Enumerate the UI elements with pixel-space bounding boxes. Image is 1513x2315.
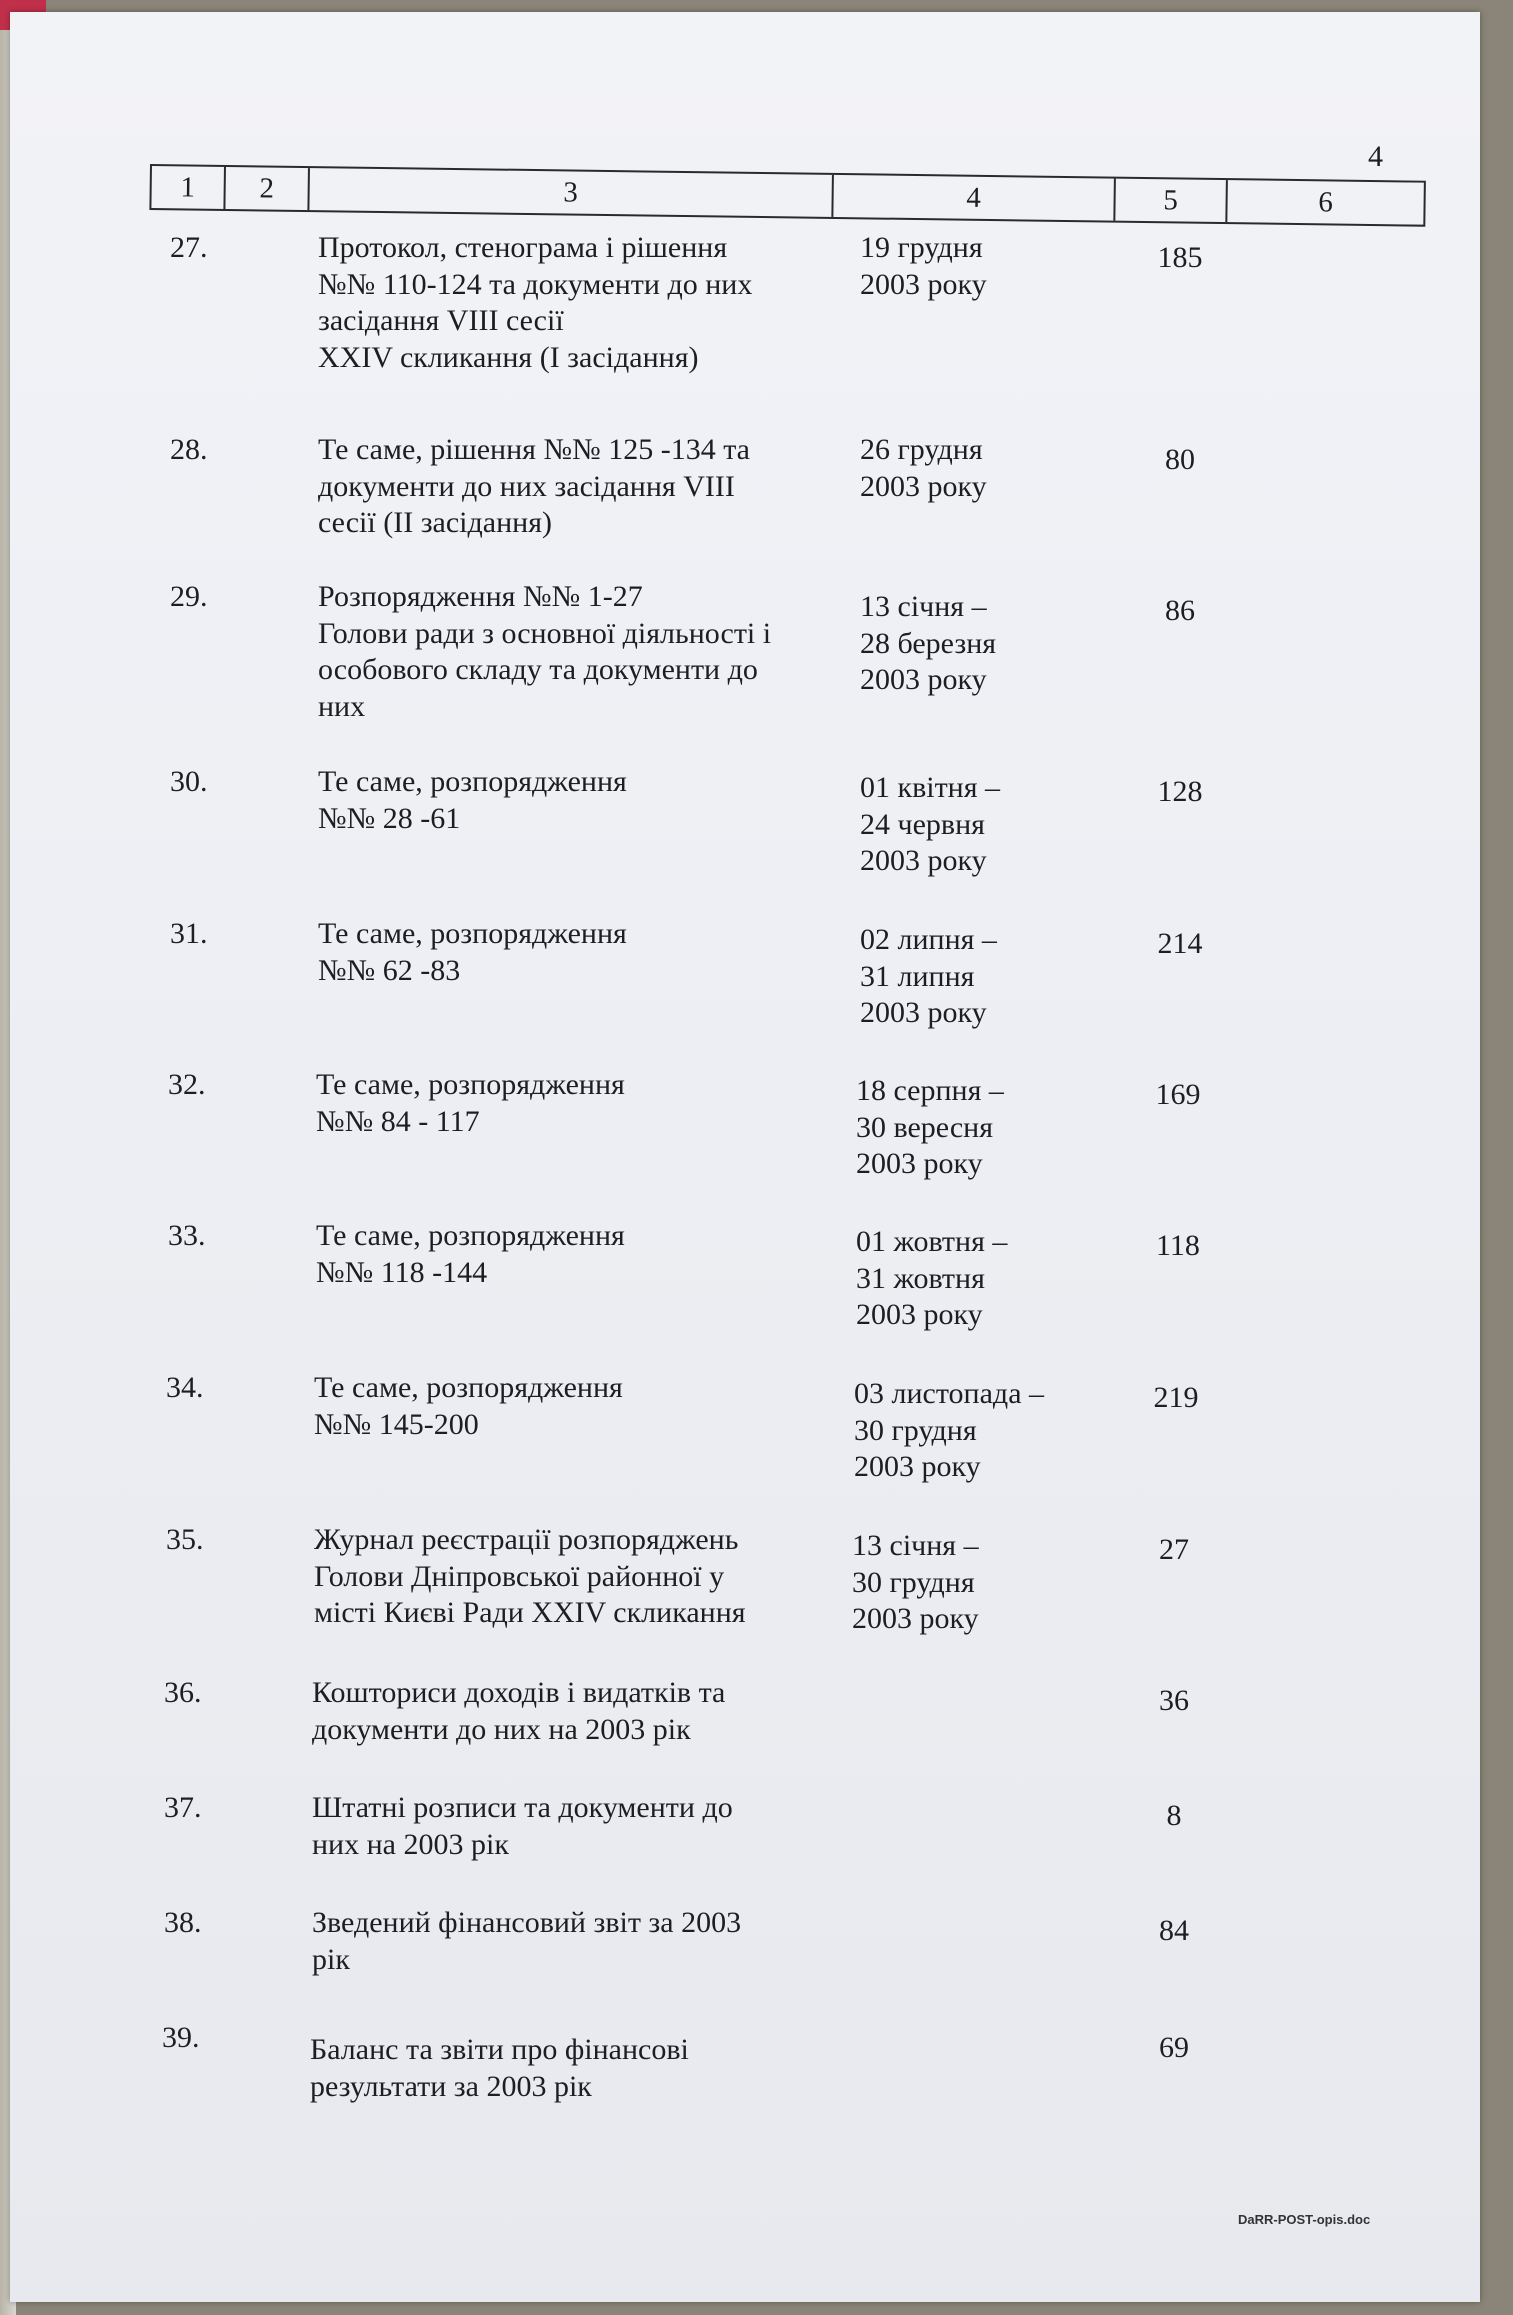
column-header-1: 1 bbox=[151, 166, 226, 209]
entry-sheet-count: 86 bbox=[1165, 594, 1195, 627]
entry-sheet-count: 219 bbox=[1153, 1381, 1199, 1414]
entry-description: Баланс та звіти про фінансові результати за 2003 рік bbox=[310, 2033, 689, 2103]
entry-description: Зведений фінансовий звіт за 2003 рік bbox=[312, 1906, 742, 1976]
inventory-entries bbox=[10, 12, 1480, 2302]
document-page bbox=[10, 12, 1480, 2302]
entry-description: Те саме, розпорядження №№ 145-200 bbox=[314, 1371, 623, 1441]
entry-description: Те саме, рішення №№ 125 -134 та документи до них засідання VIII сесії (II засідання) bbox=[318, 433, 750, 539]
entry-sheet-count: 69 bbox=[1159, 2031, 1189, 2064]
entry-description: Штатні розписи та документи до них на 2003 рік bbox=[312, 1791, 733, 1861]
entry-number: 37. bbox=[164, 1791, 202, 1824]
entry-number: 30. bbox=[170, 765, 208, 798]
entry-sheet-count: 36 bbox=[1159, 1684, 1189, 1717]
entry-description: Те саме, розпорядження №№ 62 -83 bbox=[318, 917, 627, 987]
entry-sheet-count: 84 bbox=[1159, 1914, 1189, 1947]
entry-date: 13 січня – 30 грудня 2003 року bbox=[852, 1529, 979, 1635]
page-number: 4 bbox=[1368, 140, 1383, 173]
entry-number: 27. bbox=[170, 231, 208, 264]
column-header-5: 5 bbox=[1115, 179, 1228, 222]
entry-sheet-count: 80 bbox=[1165, 443, 1195, 476]
footer-filename: DaRR-POST-opis.doc bbox=[1238, 2212, 1371, 2227]
entry-sheet-count: 128 bbox=[1157, 775, 1203, 808]
entry-number: 35. bbox=[166, 1523, 204, 1556]
entry-sheet-count: 27 bbox=[1159, 1533, 1189, 1566]
entry-number: 32. bbox=[168, 1068, 206, 1101]
entry-number: 29. bbox=[170, 580, 208, 613]
entry-sheet-count: 8 bbox=[1166, 1799, 1182, 1832]
entry-sheet-count: 118 bbox=[1156, 1229, 1200, 1262]
entry-description: Журнал реєстрації розпоряджень Голови Дніпровської районної у місті Києві Ради XXIV скликання bbox=[314, 1523, 746, 1629]
entry-description: Розпорядження №№ 1-27 Голови ради з основної діяльності і особового складу та документи до них bbox=[318, 580, 772, 723]
entry-description: Кошториси доходів і видатків та документи до них на 2003 рік bbox=[312, 1676, 726, 1746]
column-header-2: 2 bbox=[225, 167, 310, 210]
column-header-4: 4 bbox=[833, 175, 1116, 221]
entry-date: 01 квітня – 24 червня 2003 року bbox=[860, 771, 1001, 877]
entry-date: 02 липня – 31 липня 2003 року bbox=[860, 923, 997, 1029]
entry-description: Протокол, стенограма і рішення №№ 110-124 та документи до них засідання VIII сесії XXIV скликання (I засідання) bbox=[318, 231, 753, 374]
entry-sheet-count: 214 bbox=[1157, 927, 1203, 960]
entry-number: 31. bbox=[170, 917, 208, 950]
entry-number: 28. bbox=[170, 433, 208, 466]
column-header-3: 3 bbox=[309, 168, 834, 217]
entry-date: 26 грудня 2003 року bbox=[860, 433, 987, 503]
entry-number: 36. bbox=[164, 1676, 202, 1709]
entry-date: 01 жовтня – 31 жовтня 2003 року bbox=[856, 1225, 1008, 1331]
entry-description: Те саме, розпорядження №№ 84 - 117 bbox=[316, 1068, 625, 1138]
column-header-6: 6 bbox=[1318, 185, 1334, 218]
entry-description: Те саме, розпорядження №№ 118 -144 bbox=[316, 1219, 625, 1289]
entry-number: 38. bbox=[164, 1906, 202, 1939]
entry-date: 19 грудня 2003 року bbox=[860, 231, 987, 301]
entry-sheet-count: 169 bbox=[1155, 1078, 1201, 1111]
entry-date: 03 листопада – 30 грудня 2003 року bbox=[854, 1377, 1045, 1483]
entry-number: 39. bbox=[162, 2021, 200, 2054]
entry-sheet-count: 185 bbox=[1157, 241, 1203, 274]
entry-number: 33. bbox=[168, 1219, 206, 1252]
entry-number: 34. bbox=[166, 1371, 204, 1404]
entry-date: 18 серпня – 30 вересня 2003 року bbox=[856, 1074, 1004, 1180]
entry-date: 13 січня – 28 березня 2003 року bbox=[860, 590, 997, 696]
entry-description: Те саме, розпорядження №№ 28 -61 bbox=[318, 765, 627, 835]
